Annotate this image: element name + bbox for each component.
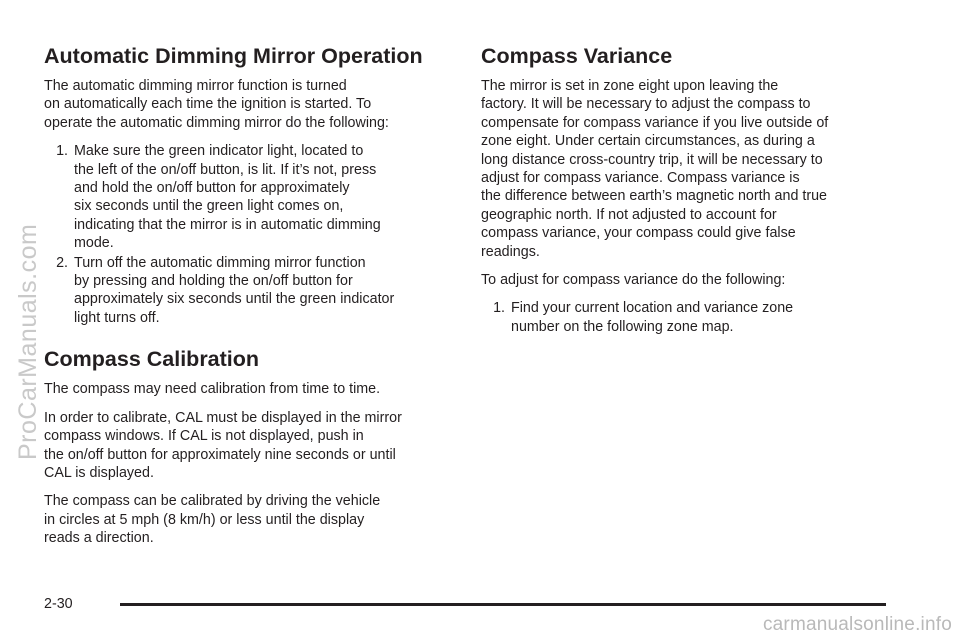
text-line: compass windows. If CAL is not displayed, push in	[44, 428, 364, 445]
section-title-compass-variance: Compass Variance	[481, 44, 673, 68]
text-line: readings.	[481, 243, 540, 260]
text-line: factory. It will be necessary to adjust the compass to	[481, 96, 811, 113]
text-line: long distance cross-country trip, it will be necessary to	[481, 151, 823, 168]
right-column	[481, 42, 901, 348]
step-number: 1.	[56, 143, 68, 160]
text-line: In order to calibrate, CAL must be displayed in the mirror	[44, 409, 402, 426]
left-column	[44, 42, 454, 558]
step-number: 2.	[56, 254, 68, 271]
text-line: by pressing and holding the on/off button for	[74, 273, 353, 290]
text-line: To adjust for compass variance do the following:	[481, 272, 786, 289]
text-line: CAL is displayed.	[44, 464, 154, 481]
text-line: The mirror is set in zone eight upon leaving the	[481, 78, 779, 94]
list-item	[44, 142, 454, 252]
text-line: zone eight. Under certain circumstances, as during a	[481, 133, 815, 150]
text-line: The compass can be calibrated by driving the vehicle	[44, 493, 381, 510]
footer-rule	[120, 603, 886, 606]
text-line: light turns off.	[74, 309, 160, 326]
calibration-paragraph	[44, 492, 454, 547]
variance-paragraph	[481, 271, 901, 289]
intro-paragraph	[44, 77, 454, 132]
text-line: adjust for compass variance. Compass variance is	[481, 170, 800, 187]
section-title-automatic-dimming: Automatic Dimming Mirror Operation	[44, 44, 423, 68]
variance-paragraph	[481, 77, 901, 261]
side-watermark-text: ProCarManuals.com	[14, 223, 42, 460]
calibration-paragraph	[44, 380, 454, 398]
text-line: reads a direction.	[44, 530, 154, 547]
text-line: operate the automatic dimming mirror do the following:	[44, 114, 389, 131]
page-number: 2-30	[44, 596, 73, 612]
footer-watermark: carmanualsonline.info	[762, 614, 952, 635]
variance-steps-list	[481, 299, 901, 336]
list-item	[44, 254, 454, 328]
text-line: the on/off button for approximately nine seconds or until	[44, 446, 396, 463]
text-line: compensate for compass variance if you live outside of	[481, 114, 829, 131]
text-line: approximately six seconds until the green indicator	[74, 291, 395, 308]
text-line: compass variance, your compass could give false	[481, 225, 796, 242]
step-number: 1.	[493, 300, 505, 317]
list-item	[481, 299, 901, 336]
text-line: and hold the on/off button for approximately	[74, 180, 350, 197]
text-line: Make sure the green indicator light, located to	[74, 143, 364, 160]
text-line: in circles at 5 mph (8 km/h) or less until the display	[44, 511, 365, 528]
text-line: The automatic dimming mirror function is turned	[44, 78, 347, 94]
text-line: geographic north. If not adjusted to account for	[481, 206, 777, 223]
text-line: mode.	[74, 235, 114, 252]
text-line: Find your current location and variance zone	[511, 300, 794, 317]
calibration-paragraph	[44, 409, 454, 483]
text-line: The compass may need calibration from time to time.	[44, 381, 381, 398]
text-line: the difference between earth’s magnetic north and true	[481, 188, 828, 205]
text-line: on automatically each time the ignition is started. To	[44, 96, 372, 113]
text-line: the left of the on/off button, is lit. If it’s not, press	[74, 161, 377, 178]
dimming-steps-list	[44, 142, 454, 327]
section-title-compass-calibration: Compass Calibration	[44, 347, 260, 372]
text-line: number on the following zone map.	[511, 318, 734, 335]
text-line: six seconds until the green light comes on,	[74, 198, 344, 215]
text-line: indicating that the mirror is in automatic dimming	[74, 216, 381, 233]
text-line: Turn off the automatic dimming mirror function	[74, 254, 366, 271]
